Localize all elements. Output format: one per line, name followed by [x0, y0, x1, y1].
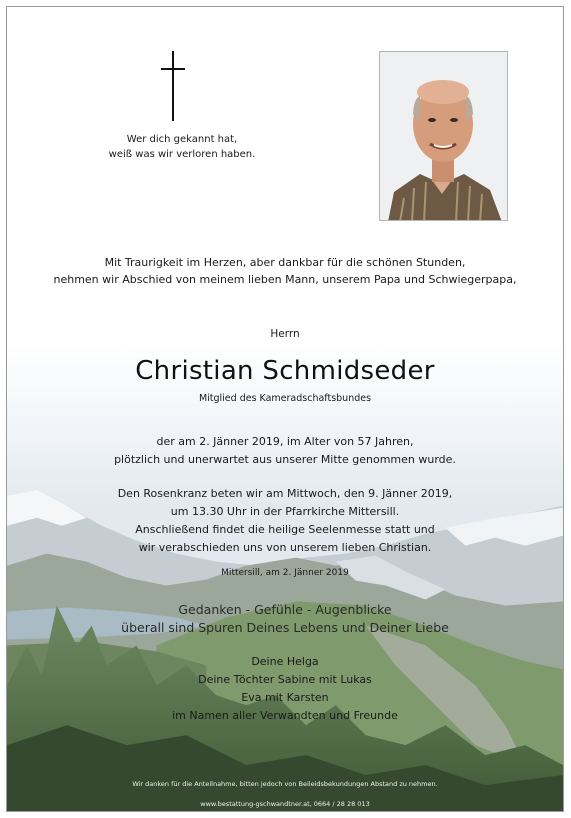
memorial-motto	[67, 132, 297, 162]
intro-line: Mit Traurigkeit im Herzen, aber dankbar für die schönen Stunden,	[104, 256, 466, 269]
salutation: Herrn	[270, 328, 300, 340]
family-line: Deine Helga	[251, 655, 319, 668]
cross-icon	[161, 51, 185, 121]
feelings-line: Gedanken - Gefühle - Augenblicke	[178, 602, 392, 617]
death-notice-line: plötzlich und unerwartet aus unserer Mitte genommen wurde.	[114, 453, 456, 466]
family-signatures	[7, 653, 563, 725]
place-and-date: Mittersill, am 2. Jänner 2019	[221, 568, 349, 578]
deceased-affiliation: Mitglied des Kameradschaftsbundes	[198, 393, 372, 404]
deceased-name: Christian Schmidseder	[135, 356, 435, 386]
footer-note: Wir danken für die Anteilnahme, bitten jedoch von Beileidsbekundungen Abstand zu nehmen.	[132, 780, 438, 788]
death-notice-line: der am 2. Jänner 2019, im Alter von 57 Jahren,	[156, 435, 414, 448]
death-notice	[7, 433, 563, 469]
service-line: wir verabschieden uns von unserem lieben Christian.	[138, 541, 432, 554]
motto-line: weiß was wir verloren haben.	[108, 149, 256, 160]
family-line: im Namen aller Verwandten und Freunde	[172, 709, 398, 722]
feelings-line: überall sind Spuren Deines Lebens und Deiner Liebe	[121, 620, 449, 635]
feelings-quote	[7, 601, 563, 637]
family-line: Deine Töchter Sabine mit Lukas	[198, 673, 372, 686]
intro-line: nehmen wir Abschied von meinem lieben Mann, unserem Papa und Schwiegerpapa,	[53, 273, 517, 286]
portrait-image	[380, 52, 508, 221]
portrait-photo	[379, 51, 508, 221]
service-line: Anschließend findet die heilige Seelenmesse statt und	[135, 523, 435, 536]
footer-contact: www.bestattung-gschwandtner.at, 0664 / 28 28 013	[200, 800, 370, 808]
obituary-card	[6, 6, 564, 812]
family-line: Eva mit Karsten	[241, 691, 329, 704]
service-line: Den Rosenkranz beten wir am Mittwoch, den 9. Jänner 2019,	[117, 487, 453, 500]
motto-line: Wer dich gekannt hat,	[126, 134, 238, 145]
service-line: um 13.30 Uhr in der Pfarrkirche Mittersill.	[170, 505, 400, 518]
intro-text	[7, 254, 563, 288]
service-details	[7, 485, 563, 557]
